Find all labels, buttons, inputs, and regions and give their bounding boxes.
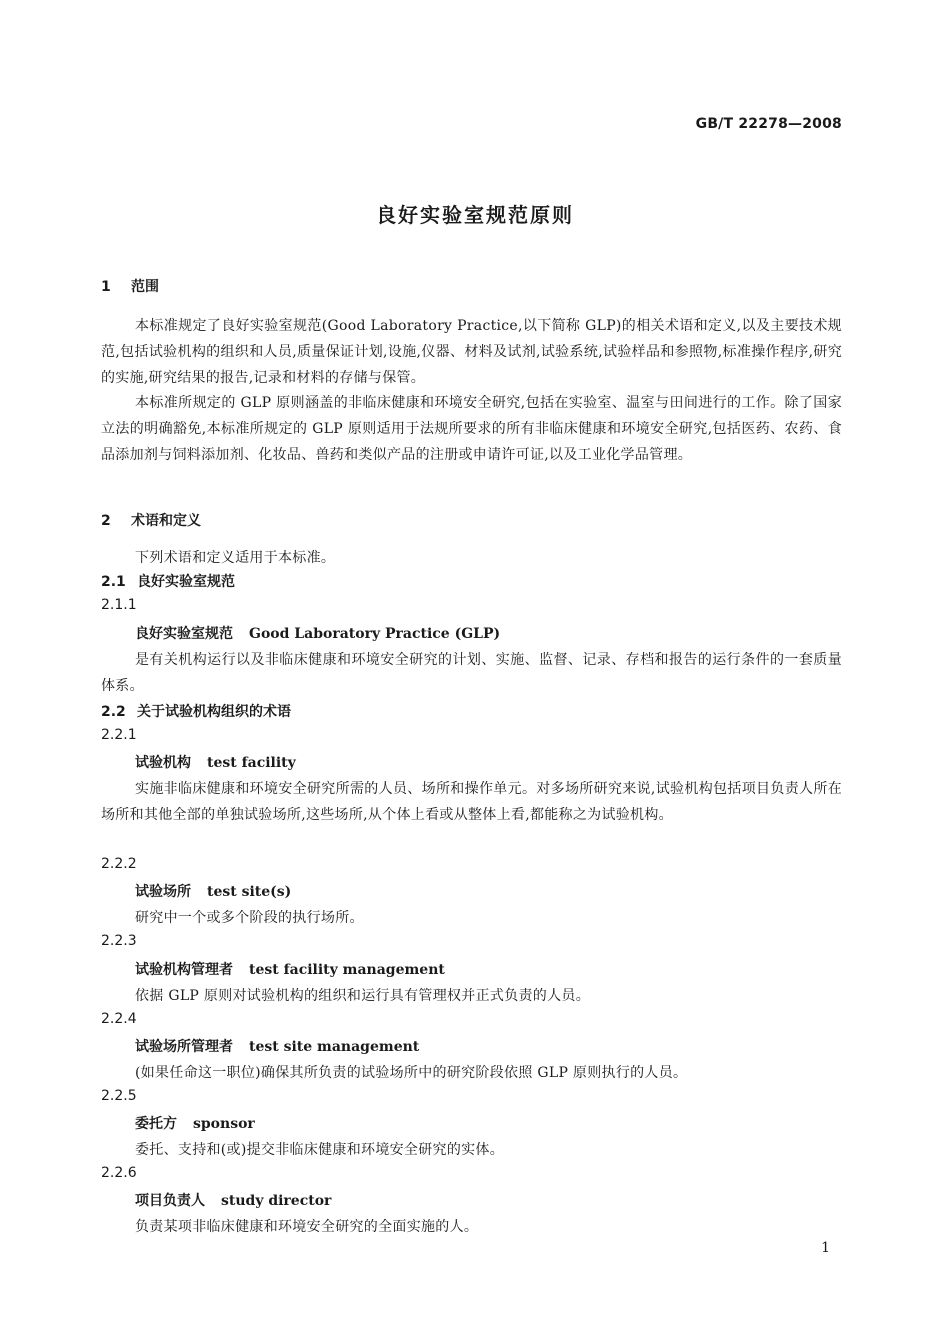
term-chinese: 良好实验室规范 (135, 626, 233, 642)
clause-title: 良好实验室规范 (137, 574, 235, 590)
term-chinese: 试验场所 (135, 884, 191, 900)
section-2-heading (101, 510, 201, 530)
section-1-paragraph-1: 本标准规定了良好实验室规范(Good Laboratory Practice,以下简称 GLP)的相关术语和定义,以及主要技术规范,包括试验机构的组织和人员,质量保证计划,设施,仪器、材料及试剂,试验系统,试验样品和参照物,标准操作程序,研究的实施,研究结果的报告,记录和材料的存储与保管。 (101, 318, 842, 386)
section-title: 范围 (131, 279, 159, 295)
section-title: 术语和定义 (131, 513, 201, 529)
section-1-heading (101, 276, 159, 296)
term-2-2-1-title (135, 752, 296, 772)
term-2-2-6-number: 2.2.6 (101, 1165, 137, 1181)
term-2-2-4-definition: (如果任命这一职位)确保其所负责的试验场所中的研究阶段依照 GLP 原则执行的人员。 (135, 1065, 688, 1081)
term-chinese: 项目负责人 (135, 1193, 205, 1209)
term-2-1-1-definition: 是有关机构运行以及非临床健康和环境安全研究的计划、实施、监督、记录、存档和报告的运行条件的一套质量体系。 (101, 652, 842, 694)
term-2-2-4-number: 2.2.4 (101, 1011, 137, 1027)
term-2-2-6-title (135, 1190, 331, 1210)
term-english: Good Laboratory Practice (GLP) (249, 626, 501, 642)
term-2-1-1-number: 2.1.1 (101, 597, 137, 613)
term-chinese: 委托方 (135, 1116, 177, 1132)
clause-2-1-heading (101, 571, 235, 591)
term-2-2-3-number: 2.2.3 (101, 933, 137, 949)
term-2-1-1-title (135, 623, 500, 643)
section-number: 1 (101, 279, 111, 295)
term-2-2-4-title (135, 1036, 419, 1056)
clause-number: 2.2 (101, 704, 126, 720)
page-number: 1 (821, 1240, 830, 1256)
section-2-intro: 下列术语和定义适用于本标准。 (135, 550, 336, 566)
term-english: test facility (207, 755, 296, 771)
term-2-2-2-number: 2.2.2 (101, 856, 137, 872)
term-english: sponsor (193, 1116, 255, 1132)
clause-number: 2.1 (101, 574, 126, 590)
term-2-2-6-definition: 负责某项非临床健康和环境安全研究的全面实施的人。 (135, 1219, 479, 1235)
term-english: study director (221, 1193, 332, 1209)
term-chinese: 试验机构 (135, 755, 191, 771)
section-1-paragraph-2: 本标准所规定的 GLP 原则涵盖的非临床健康和环境安全研究,包括在实验室、温室与田间进行的工作。除了国家立法的明确豁免,本标准所规定的 GLP 原则适用于法规所要求的所有非临床健康和环境安全研究,包括医药、农药、食品添加剂与饲料添加剂、化妆品、兽药和类似产品的注册或申请许可证,以及工业化学品管理。 (101, 395, 842, 463)
term-2-2-2-definition: 研究中一个或多个阶段的执行场所。 (135, 910, 364, 926)
term-english: test site management (249, 1039, 420, 1055)
section-number: 2 (101, 513, 111, 529)
term-2-2-3-title (135, 959, 445, 979)
term-2-2-1-number: 2.2.1 (101, 727, 137, 743)
term-2-2-2-title (135, 881, 291, 901)
term-chinese: 试验场所管理者 (135, 1039, 233, 1055)
term-english: test site(s) (207, 884, 292, 900)
term-2-2-5-definition: 委托、支持和(或)提交非临床健康和环境安全研究的实体。 (135, 1142, 505, 1158)
term-2-2-5-number: 2.2.5 (101, 1088, 137, 1104)
document-title: 良好实验室规范原则 (376, 203, 574, 227)
term-2-2-3-definition: 依据 GLP 原则对试验机构的组织和运行具有管理权并正式负责的人员。 (135, 988, 590, 1004)
clause-title: 关于试验机构组织的术语 (137, 704, 291, 720)
clause-2-2-heading (101, 701, 291, 721)
standard-code: GB/T 22278—2008 (695, 116, 842, 132)
term-2-2-1-definition: 实施非临床健康和环境安全研究所需的人员、场所和操作单元。对多场所研究来说,试验机构包括项目负责人所在场所和其他全部的单独试验场所,这些场所,从个体上看或从整体上看,都能称之为试验机构。 (101, 781, 842, 823)
term-2-2-5-title (135, 1113, 255, 1133)
term-english: test facility management (249, 962, 445, 978)
term-chinese: 试验机构管理者 (135, 962, 233, 978)
